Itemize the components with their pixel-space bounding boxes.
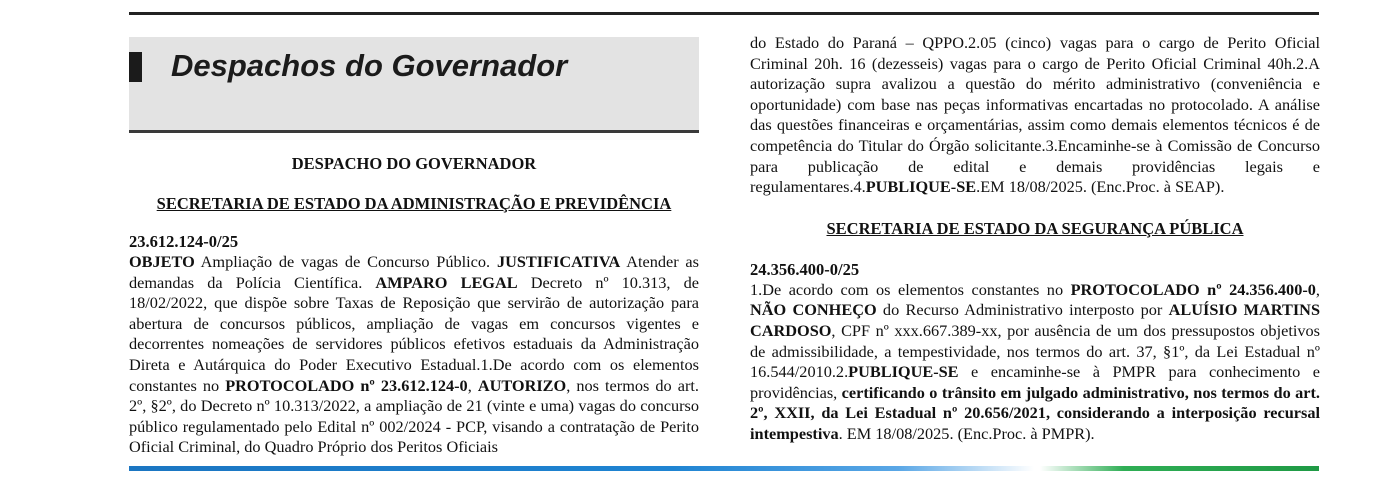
secretaria-heading-administracao: SECRETARIA DE ESTADO DA ADMINISTRAÇÃO E PREVIDÊNCIA <box>156 194 672 213</box>
bold-term: certificando o trânsito em julgado administrativo, nos termos do art. 2º, XXII, da Lei Estadual nº 20.656/2021, considerando a interposição recursal intempestiva <box>750 382 1320 443</box>
header-bar-marker <box>129 52 142 82</box>
bold-term: PUBLIQUE-SE <box>848 362 959 382</box>
protocol-number: 23.612.124-0/25 <box>129 232 239 251</box>
top-rule <box>129 12 1319 15</box>
text-run: .EM 18/08/2025. (Enc.Proc. à SEAP). <box>976 177 1225 197</box>
bold-term: AMPARO LEGAL <box>375 272 518 292</box>
text-run: , <box>1315 279 1320 299</box>
page-title: Despachos do Governador <box>171 48 568 83</box>
bold-term: PROTOCOLADO nº 24.356.400-0 <box>1070 279 1316 299</box>
bold-term: JUSTIFICATIVA <box>496 252 621 271</box>
text-run: e encaminhe-se à PMPR para conhecimento e providências, <box>750 362 1320 402</box>
section-header <box>129 37 699 133</box>
text-run: , CPF nº xxx.667.389-xx, por ausência de um dos pressupostos objetivos de admissibilidade, a tempestividade, nos termos do art. 37, §1º, da Lei Estadual nº 16.544/2010.2. <box>750 320 1320 382</box>
text-run: Ampliação de vagas de Concurso Público. <box>194 252 497 271</box>
text-run: 1.De acordo com os elementos constantes no <box>750 279 1071 299</box>
right-column <box>750 33 1320 445</box>
text-run: Atender as demandas da Polícia Científica. <box>129 252 699 292</box>
text-run: , nos termos do art. 2º, §2º, do Decreto nº 10.313/2022, a ampliação de 21 (vinte e uma) vagas do concurso público regulamentado pelo Edital nº 002/2024 - PCP, visando a contratação de Perito Oficial Criminal, do Quadro Próprio dos Peritos Oficiais <box>129 375 699 457</box>
text-run: . EM 18/08/2025. (Enc.Proc. à PMPR). <box>838 423 1095 443</box>
continuation-paragraph <box>750 33 1320 198</box>
bold-term: PUBLIQUE-SE <box>865 177 977 197</box>
text-run: Decreto nº 10.313, de 18/02/2022, que dispõe sobre Taxas de Reposição que servirão de autorização para abertura de concursos públicos, ampliação de vagas em concursos vigentes e decorrentes nomeações de servidores públicos efetivos estaduais da Administração Direta e Autárquica do Poder Executivo Estadual.1.De acordo com os elementos constantes no <box>129 272 699 395</box>
despacho-paragraph <box>750 280 1320 445</box>
bold-term: OBJETO <box>129 252 195 271</box>
bold-term: AUTORIZO <box>477 375 567 395</box>
bold-term: PROTOCOLADO nº 23.612.124-0 <box>225 375 468 395</box>
despacho-paragraph <box>129 252 699 458</box>
bold-term: ALUÍSIO MARTINS CARDOSO <box>750 300 1321 340</box>
bottom-rule-green <box>1040 466 1319 471</box>
despacho-heading: DESPACHO DO GOVERNADOR <box>291 154 537 173</box>
text-run: , <box>467 375 478 395</box>
protocol-number: 24.356.400-0/25 <box>750 259 860 279</box>
bold-term: NÃO CONHEÇO <box>750 300 877 320</box>
text-run: do Estado do Paraná – QPPO.2.05 (cinco) vagas para o cargo de Perito Oficial Criminal 20h. 16 (dezesseis) vagas para o cargo de Perito Oficial Criminal 40h.2.A autorização supra avalizou a questão do mérito administrativo (conveniência e oportunidade) com base nas peças informativas encartadas no protocolado. A análise das questões financeiras e orçamentárias, assim como demais elementos técnicos é de competência do Titular do Órgão solicitante.3.Encaminhe-se à Comissão de Concurso para publicação de edital e demais providências legais e regulamentares.4. <box>750 33 1320 197</box>
left-column <box>129 37 699 458</box>
text-run: do Recurso Administrativo interposto por <box>876 300 1169 320</box>
bottom-rule-blue <box>129 466 1034 471</box>
secretaria-heading-seguranca: SECRETARIA DE ESTADO DA SEGURANÇA PÚBLICA <box>826 218 1244 238</box>
